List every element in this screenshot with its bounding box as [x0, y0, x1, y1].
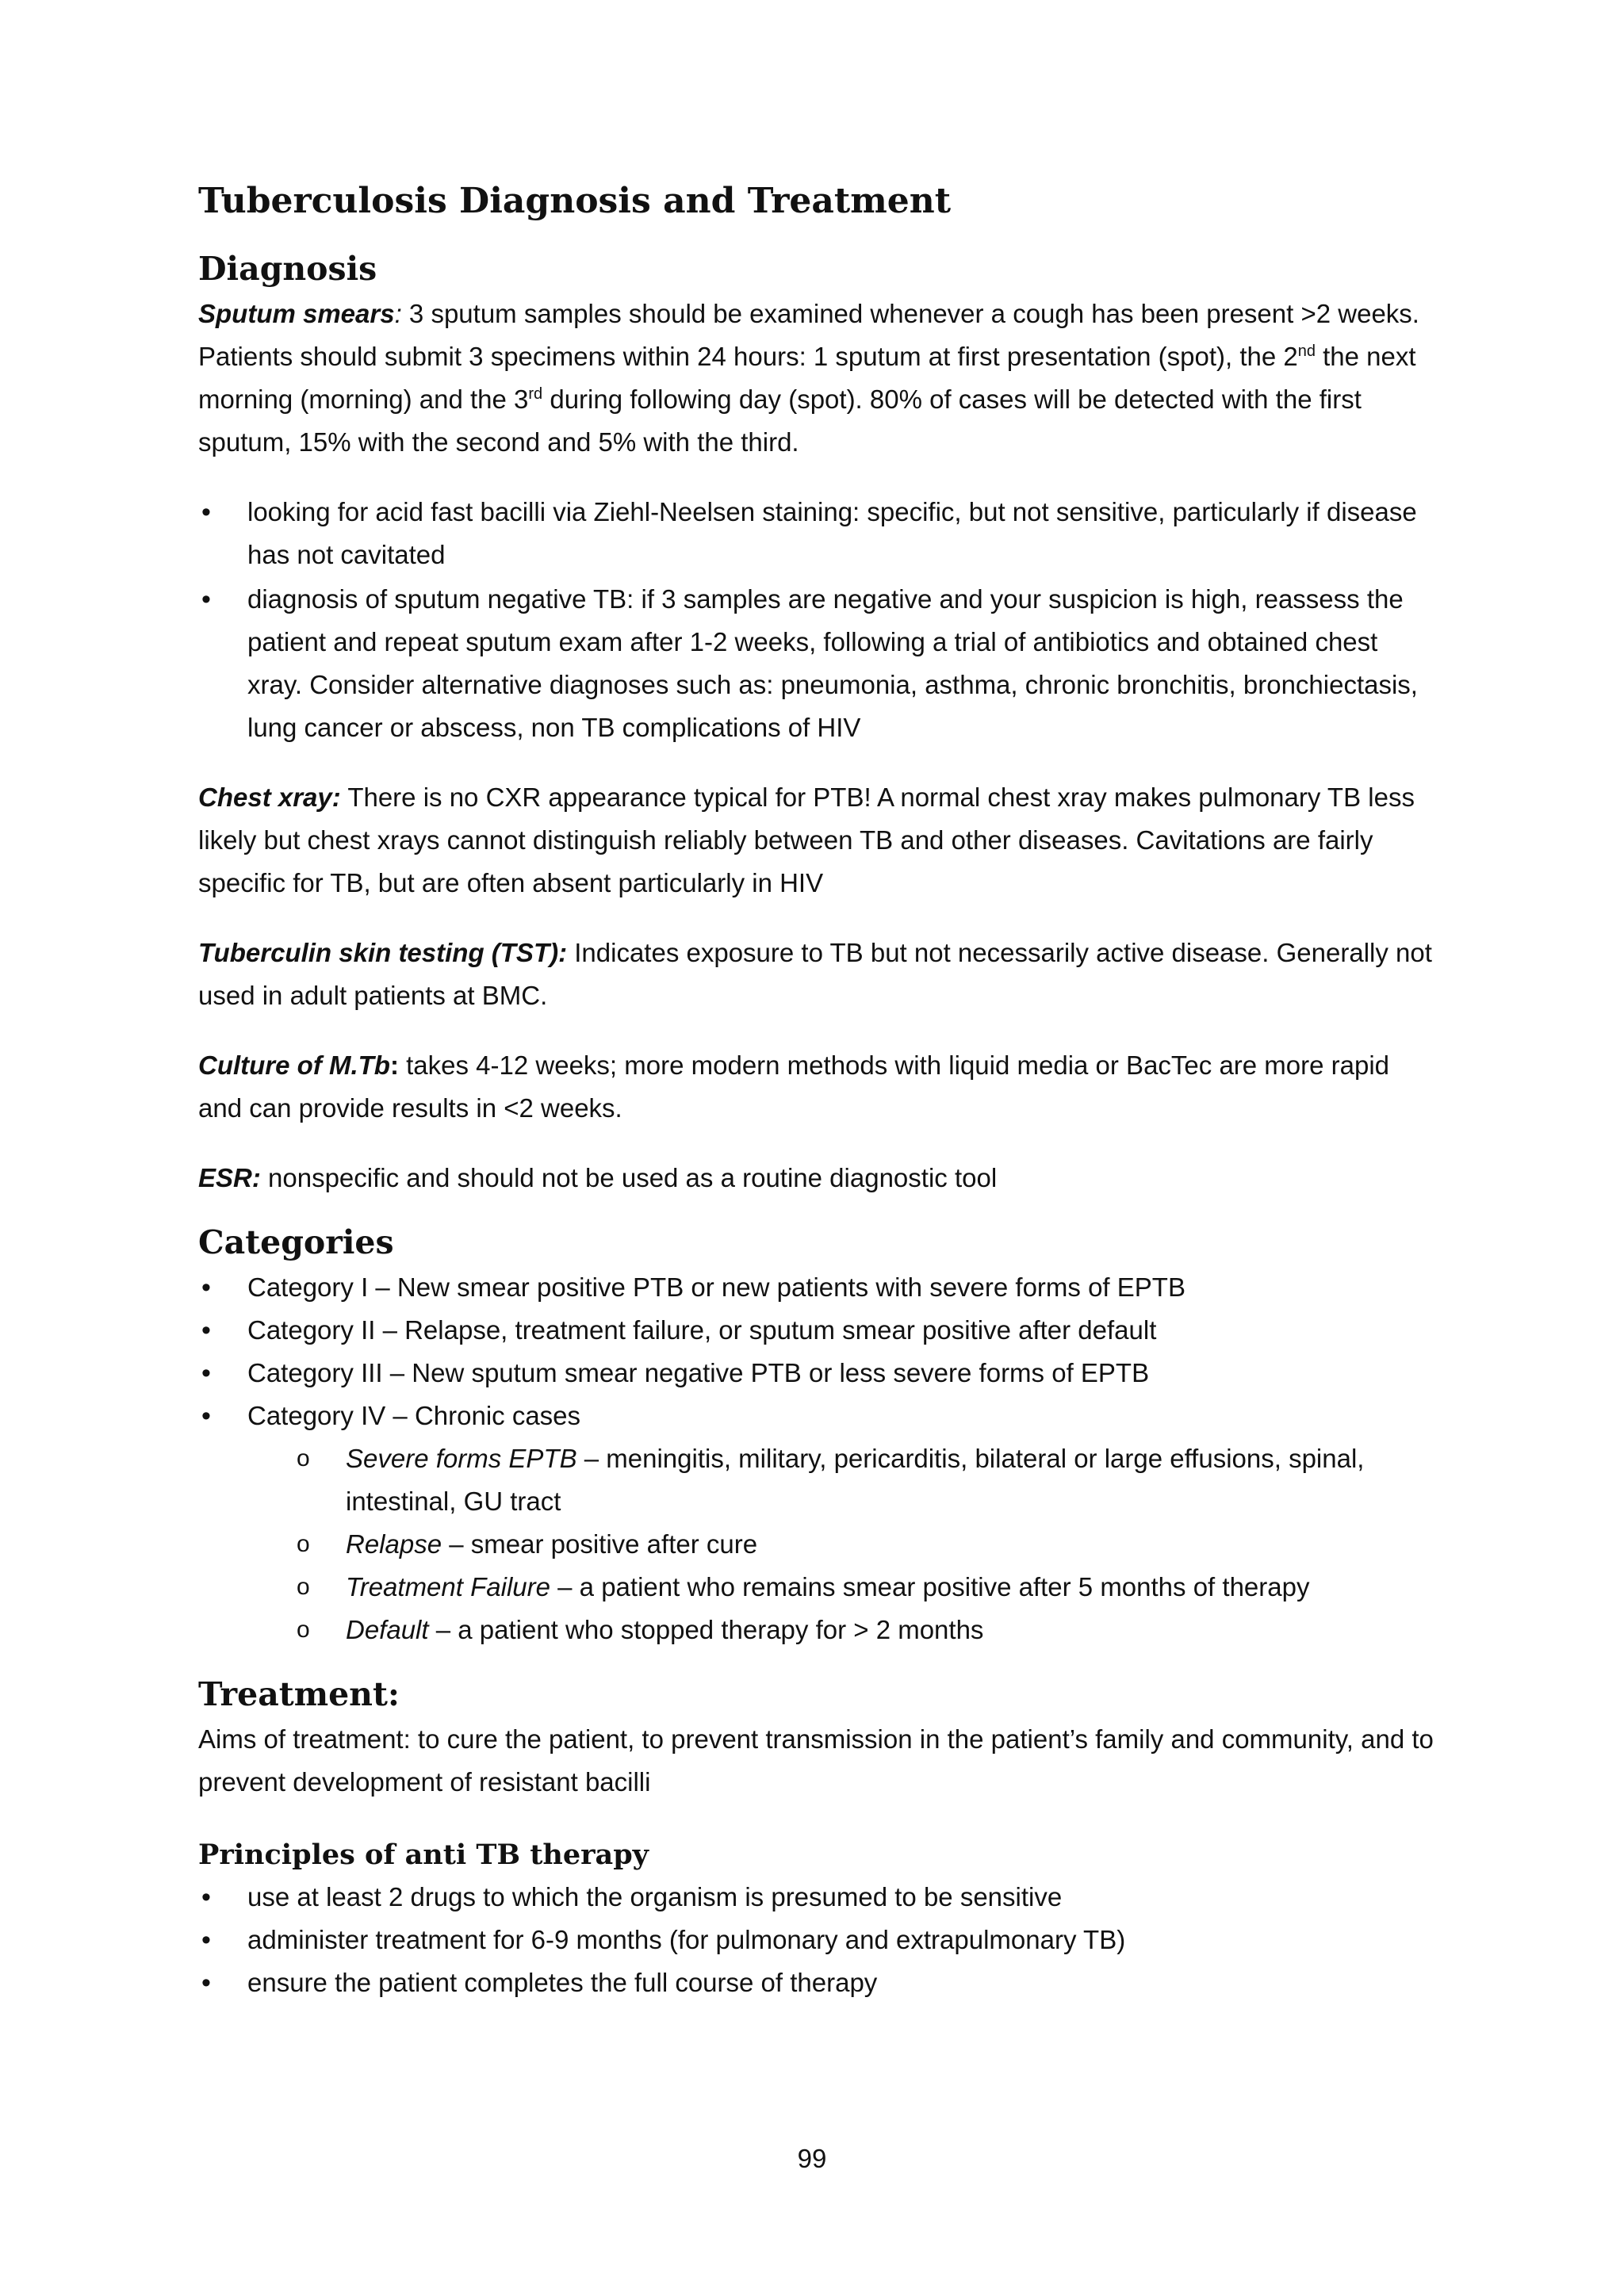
- categories-heading: Categories: [198, 1223, 394, 1261]
- definition-item: [198, 1437, 1435, 1523]
- definition-text: – a patient who remains smear positive after 5 months of therapy: [550, 1572, 1310, 1601]
- culture-colon: :: [389, 1050, 399, 1080]
- page-title: Tuberculosis Diagnosis and Treatment: [198, 181, 952, 221]
- tst-paragraph: [198, 932, 1435, 1017]
- definition-item: [198, 1566, 1435, 1609]
- list-item: • Category III – New sputum smear negative PTB or less severe forms of EPTB: [198, 1352, 1435, 1395]
- list-item: • Category I – New smear positive PTB or new patients with severe forms of EPTB: [198, 1266, 1435, 1309]
- page-content: [198, 181, 1435, 2004]
- treatment-aims: Aims of treatment: to cure the patient, to prevent transmission in the patient’s family and community, and to prevent development of resistant bacilli: [198, 1724, 1434, 1797]
- diagnosis-bullet-list: [198, 491, 1435, 749]
- treatment-heading: Treatment:: [198, 1675, 400, 1713]
- categories-list: [198, 1266, 1435, 1437]
- definition-term: Relapse: [346, 1529, 442, 1559]
- esr-label: ESR:: [198, 1163, 261, 1192]
- sputum-text-3: during following day (spot). 80% of cases will be detected with the first sputum, 15% with the second and 5% with the third.: [198, 385, 1362, 457]
- tst-label: Tuberculin skin testing (TST):: [198, 938, 568, 967]
- sputum-sup-1: nd: [1297, 342, 1316, 360]
- definition-text: – a patient who stopped therapy for > 2 months: [428, 1615, 984, 1644]
- list-item: • use at least 2 drugs to which the organism is presumed to be sensitive: [198, 1876, 1435, 1919]
- definition-term: Default: [346, 1615, 429, 1644]
- esr-text: nonspecific and should not be used as a routine diagnostic tool: [260, 1163, 998, 1192]
- chest-xray-text: There is no CXR appearance typical for PTB! A normal chest xray makes pulmonary TB less likely but chest xrays cannot distinguish reliably between TB and other diseases. Cavitations are fairly specific for TB, but are often absent particularly in HIV: [198, 783, 1415, 897]
- chest-xray-label: Chest xray:: [198, 783, 341, 812]
- list-item: [198, 1395, 1435, 1437]
- sputum-smears-colon: :: [394, 299, 402, 328]
- tst-text: Indicates exposure to TB but not necessarily active disease. Generally not used in adult patients at BMC.: [198, 938, 1432, 1010]
- principles-heading: Principles of anti TB therapy: [198, 1839, 649, 1871]
- sputum-text-2: the next morning (morning) and the 3: [198, 342, 1416, 414]
- definition-term: Severe forms EPTB: [346, 1444, 577, 1473]
- principles-list: [198, 1876, 1435, 2004]
- page-number: 99: [797, 2144, 827, 2173]
- list-item: • administer treatment for 6-9 months (for pulmonary and extrapulmonary TB): [198, 1919, 1435, 1961]
- culture-label: Culture of M.Tb: [198, 1050, 390, 1080]
- definition-text: – smear positive after cure: [442, 1529, 758, 1559]
- category-iv-label: Category IV – Chronic cases: [247, 1401, 581, 1430]
- sputum-smears-paragraph: [198, 293, 1435, 464]
- sputum-sup-2: rd: [528, 385, 543, 403]
- definition-item: [198, 1609, 1435, 1651]
- list-item: • looking for acid fast bacilli via Ziehl-Neelsen staining: specific, but not sensitive, particularly if disease has not cavitated: [198, 491, 1435, 576]
- definition-term: Treatment Failure: [346, 1572, 550, 1601]
- definition-item: [198, 1523, 1435, 1566]
- sputum-smears-label: Sputum smears: [198, 299, 395, 328]
- definition-text: – meningitis, military, pericarditis, bilateral or large effusions, spinal, intestinal, GU tract: [346, 1444, 1365, 1516]
- list-item: • Category II – Relapse, treatment failure, or sputum smear positive after default: [198, 1309, 1435, 1352]
- chest-xray-paragraph: [198, 776, 1435, 905]
- diagnosis-heading: Diagnosis: [198, 250, 377, 288]
- list-item: • ensure the patient completes the full course of therapy: [198, 1961, 1435, 2004]
- sputum-text-1: 3 sputum samples should be examined whenever a cough has been present >2 weeks. Patients should submit 3 specimens within 24 hours: 1 sputum at first presentation (spot), the 2: [198, 299, 1419, 371]
- culture-paragraph: [198, 1044, 1435, 1130]
- esr-paragraph: [198, 1157, 1435, 1200]
- category-definitions-list: [198, 1437, 1435, 1651]
- list-item: • diagnosis of sputum negative TB: if 3 samples are negative and your suspicion is high, reassess the patient and repeat sputum exam after 1-2 weeks, following a trial of antibiotics and obtained chest xray. Consider alternative diagnoses such as: pneumonia, asthma, chronic bronchitis, bronchiectasis, lung cancer or abscess, non TB complications of HIV: [198, 578, 1435, 749]
- culture-text: takes 4-12 weeks; more modern methods with liquid media or BacTec are more rapid and can provide results in <2 weeks.: [198, 1050, 1390, 1123]
